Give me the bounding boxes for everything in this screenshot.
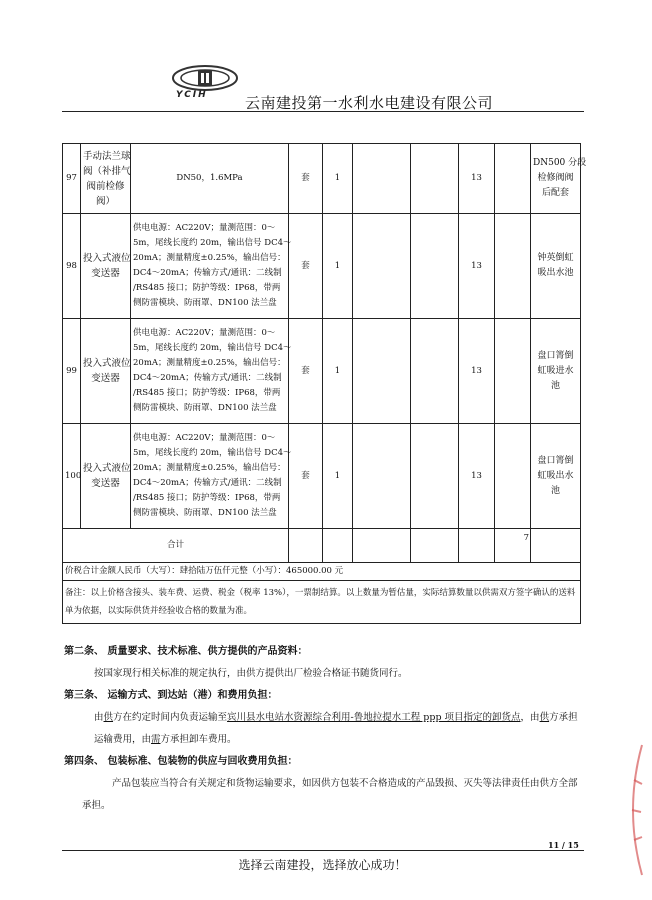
clause-3-supplier-2: 供 xyxy=(539,712,550,723)
items-table xyxy=(62,143,587,624)
item-name-line: 阀前检修 xyxy=(86,180,125,192)
footer-slogan: 选择云南建投，选择放心成功！ xyxy=(238,858,407,872)
table-row xyxy=(63,214,581,319)
item-remark-line: 检修阀阀 xyxy=(537,173,574,183)
item-unit: 套 xyxy=(289,214,323,319)
table-row xyxy=(63,424,581,529)
item-remark-line: 虹吸出水 xyxy=(537,470,574,481)
item-remark xyxy=(531,144,587,214)
item-remark xyxy=(531,424,581,529)
delivery-cycle: 13 xyxy=(459,144,495,214)
item-spec-line: 5m，尾线长度约 20m，输出信号 DC4～ xyxy=(133,448,292,458)
price-total-row xyxy=(63,563,581,581)
item-spec-line: 20mA；测量精度±0.25%，输出信号： xyxy=(133,463,286,473)
clause-3-text-g: 方承担运输费用，由 xyxy=(94,712,578,745)
item-spec-line: 20mA；测量精度±0.25%，输出信号： xyxy=(133,358,286,368)
total-cell xyxy=(289,529,323,563)
delivery-cycle: 13 xyxy=(459,424,495,529)
clause-3-body xyxy=(64,707,584,751)
total-cell xyxy=(459,529,495,563)
item-spec-line: 20mA；测量精度±0.25%，输出信号： xyxy=(133,253,286,263)
clause-4-title: 第四条、 包装标准、包装物的供应与回收费用负担： xyxy=(64,756,298,767)
blank-cell xyxy=(495,424,531,529)
item-remark xyxy=(531,214,581,319)
unit-price xyxy=(353,319,411,424)
item-remark xyxy=(531,319,581,424)
item-unit: 套 xyxy=(289,424,323,529)
item-remark-line: 钟英倒虹 xyxy=(537,253,574,263)
seal-stamp xyxy=(612,740,652,880)
item-name-line: 投入式液位 xyxy=(83,463,131,474)
row-number: 99 xyxy=(63,319,81,424)
item-qty: 1 xyxy=(323,319,353,424)
clause-2-body: 按国家现行相关标准的规定执行，由供方提供出厂检验合格证书随货同行。 xyxy=(94,668,408,679)
unit-price xyxy=(353,144,411,214)
clause-3-text-a: 由 xyxy=(94,712,104,723)
item-spec-line: /RS485 接口；防护等级：IP68，带两 xyxy=(133,493,281,503)
item-spec-line: /RS485 接口；防护等级：IP68，带两 xyxy=(133,283,281,293)
item-remark-line: 后配套 xyxy=(541,188,569,198)
item-spec-line: 5m，尾线长度约 20m，输出信号 DC4～ xyxy=(133,238,292,248)
item-spec-line: /RS485 接口；防护等级：IP68，带两 xyxy=(133,388,281,398)
company-name: 云南建投第一水利水电建设有限公司 xyxy=(245,94,494,112)
amount xyxy=(411,214,459,319)
table-row xyxy=(63,144,581,214)
item-spec-line: DN50，1.6MPa xyxy=(176,173,243,183)
blank-cell xyxy=(495,144,531,214)
item-remark-line: 盘口箐倒 xyxy=(537,455,574,466)
page-number: 11 / 15 xyxy=(548,840,579,850)
item-remark-line: DN500 分段 xyxy=(533,158,587,168)
page-header xyxy=(0,60,645,110)
item-name-line: 阀） xyxy=(95,195,115,207)
note: 备注：以上价格含接头、装车费、运费、税金（税率 13%），一票制结算。以上数量为暂估量，实际结算数量以供需双方签字确认的送料单为依据，以实际供货并经验收合格的数量为准。 xyxy=(63,581,581,624)
total-row xyxy=(63,529,581,563)
clause-3-supplier-1: 供 xyxy=(103,712,114,723)
item-remark-line: 池 xyxy=(550,380,560,391)
item-spec-line: 供电电源：AC220V；量测范围：0～ xyxy=(133,223,276,233)
item-spec-line: 侧防雷模块、防雨罩、DN100 法兰盘 xyxy=(133,298,277,308)
item-spec-line: 供电电源：AC220V；量测范围：0～ xyxy=(133,328,276,338)
row-number: 98 xyxy=(63,214,81,319)
item-remark-line: 盘口箐倒 xyxy=(537,350,574,361)
item-qty: 1 xyxy=(323,214,353,319)
item-name-line: 变送器 xyxy=(91,478,120,489)
amount xyxy=(411,144,459,214)
logo-wordmark: YCIH xyxy=(176,90,208,100)
amount xyxy=(411,319,459,424)
table-row xyxy=(63,319,581,424)
note-row xyxy=(63,581,581,624)
clause-3-text-e: ，由 xyxy=(520,712,540,723)
total-label: 合计 xyxy=(63,529,289,563)
item-spec-line: DC4～20mA；传输方式/通讯：二线制 xyxy=(133,268,282,278)
total-cell xyxy=(531,529,581,563)
item-unit: 套 xyxy=(289,319,323,424)
item-name-line: 投入式液位 xyxy=(83,358,131,369)
blank-cell xyxy=(495,214,531,319)
total-cell xyxy=(411,529,459,563)
delivery-cycle: 13 xyxy=(459,319,495,424)
item-name xyxy=(81,144,131,214)
clause-2-title: 第二条、 质量要求、技术标准、供方提供的产品资料： xyxy=(64,646,308,657)
amount xyxy=(411,424,459,529)
delivery-cycle: 13 xyxy=(459,214,495,319)
clause-3-buyer: 需 xyxy=(151,734,161,745)
clause-3-title: 第三条、 运输方式、到达站（港）和费用负担： xyxy=(64,690,278,701)
item-name-line: 变送器 xyxy=(91,373,120,384)
row-number: 100 xyxy=(63,424,81,529)
price-total: 价税合计金额人民币（大写）：肆拾陆万伍仟元整（小写）：465000.00 元 xyxy=(63,563,581,581)
item-name-line: 投入式液位 xyxy=(83,253,131,264)
item-spec-line: 5m，尾线长度约 20m，输出信号 DC4～ xyxy=(133,343,292,353)
row-number: 97 xyxy=(63,144,81,214)
total-cell xyxy=(353,529,411,563)
footer-rule xyxy=(62,850,584,851)
item-name xyxy=(81,214,131,319)
item-qty: 1 xyxy=(323,424,353,529)
item-spec-line: 侧防雷模块、防雨罩、DN100 法兰盘 xyxy=(133,403,277,413)
item-spec xyxy=(131,214,292,319)
unit-price xyxy=(353,424,411,529)
item-name xyxy=(81,319,131,424)
item-qty: 1 xyxy=(323,144,353,214)
item-name-line: 变送器 xyxy=(91,268,120,279)
unit-price xyxy=(353,214,411,319)
item-remark-line: 吸出水池 xyxy=(537,268,574,278)
item-spec xyxy=(131,424,292,529)
tick-mark: 7 xyxy=(523,533,529,543)
item-remark-line: 虹吸进水 xyxy=(537,365,574,376)
item-spec xyxy=(131,319,292,424)
item-spec xyxy=(131,144,289,214)
total-cell xyxy=(323,529,353,563)
item-name xyxy=(81,424,131,529)
item-unit: 套 xyxy=(289,144,323,214)
total-cell xyxy=(495,529,531,563)
clause-3-text-i: 方承担卸车费用。 xyxy=(160,734,237,745)
item-spec-line: DC4～20mA；传输方式/通讯：二线制 xyxy=(133,373,282,383)
item-remark-line: 池 xyxy=(550,485,560,496)
clause-3-text-c: 方在约定时间内负责运输至 xyxy=(113,712,228,723)
item-name-line: 手动法兰球 xyxy=(83,150,131,162)
clause-4-body: 产品包装应当符合有关规定和货物运输要求，如因供方包装不合格造成的产品毁损、灭失等法律责任由供方全部承担。 xyxy=(82,778,578,811)
item-spec-line: 侧防雷模块、防雨罩、DN100 法兰盘 xyxy=(133,508,277,518)
contract-clauses xyxy=(64,641,584,817)
item-spec-line: 供电电源：AC220V；量测范围：0～ xyxy=(133,433,276,443)
blank-cell xyxy=(495,319,531,424)
clause-3-destination: 宾川县水电站水资源综合利用-鲁地拉提水工程 ppp 项目指定的卸货点 xyxy=(227,712,521,723)
item-name-line: 阀（补排气 xyxy=(83,165,131,177)
item-spec-line: DC4～20mA；传输方式/通讯：二线制 xyxy=(133,478,282,488)
header-rule xyxy=(62,111,584,112)
